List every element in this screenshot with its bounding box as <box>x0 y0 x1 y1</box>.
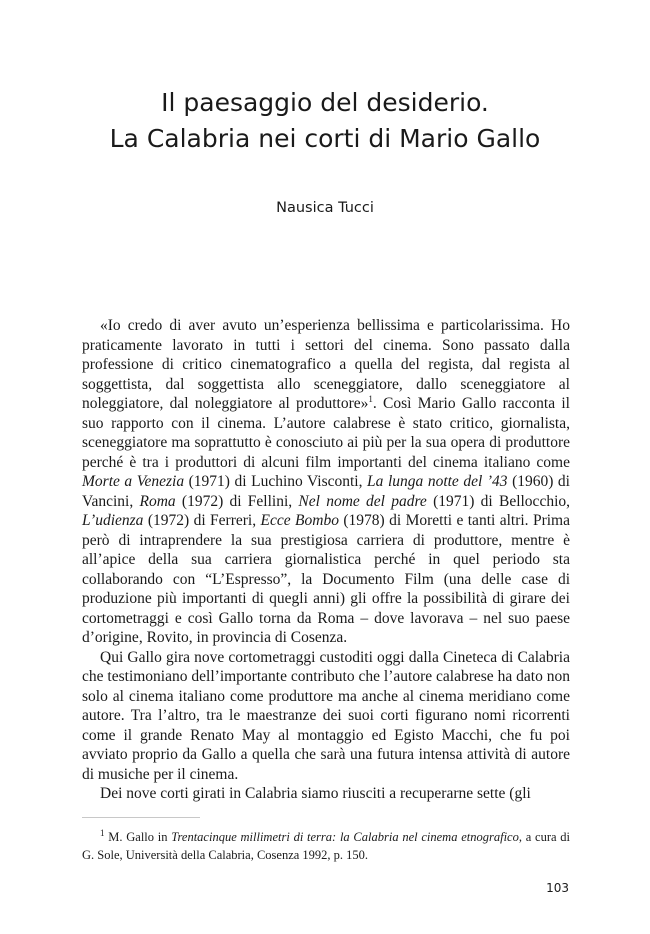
p1-text-2: . Così Mario Gallo racconta il suo rapporto con il cinema. L’autore calabrese è stato critico, giornalista, sceneggiatore ma soprattutto è conosciuto ai più per la sua opera di produttore perché è tra i produttori di alcuni film importanti del cinema italiano come <box>82 395 570 471</box>
p1-text-3: (1971) di Luchino Visconti, <box>184 473 368 490</box>
article-title-line-1: Il paesaggio del desiderio. <box>161 88 489 117</box>
footnote-reference: 1 <box>368 393 373 404</box>
film-title: Nel nome del padre <box>298 492 427 510</box>
footnote-number: 1 <box>100 827 105 838</box>
footnote-book-title: Trentacinque millimetri di terra: la Calabria nel cinema etnografico <box>171 830 519 844</box>
film-title: Ecce Bombo <box>260 512 339 529</box>
film-title: L’udienza <box>82 512 144 529</box>
p1-text-7: (1972) di Ferreri, <box>143 512 261 529</box>
p1-text-4: (1960) di Vancini, <box>82 473 570 510</box>
body-paragraph-1 <box>82 316 570 648</box>
footnote-text-1: M. Gallo in <box>104 830 172 844</box>
body-paragraph-3: Dei nove corti girati in Calabria siamo riusciti a recuperarne sette (gli <box>100 785 531 802</box>
footnote-1 <box>82 828 570 864</box>
film-title: La lunga notte del ’43 <box>367 473 508 490</box>
p1-text-8: (1978) di Moretti e tanti altri. Prima però di intraprendere la sua prestigiosa carriera di produttore, mentre è all’apice della sua carriera giornalistica perché in quel periodo sta collaborando con “L’Espresso”, la Documento Film (una delle case di produzione più importanti di quegli anni) gli offre la possibilità di girare dei cortometraggi e così Gallo torna da Roma – dove lavorava – nel suo paese d’origine, Rovito, in provincia di Cosenza. <box>82 512 570 646</box>
author-name: Nausica Tucci <box>276 200 374 216</box>
article-body <box>82 316 570 804</box>
page-number: 103 <box>546 881 569 895</box>
p1-text-1: «Io credo di aver avuto un’esperienza bellissima e particolarissima. Ho praticamente lavorato in tutti i settori del cinema. Sono passato dalla professione di critico cinematografico a quella del regista, dal regista al soggettista, dal soggettista allo sceneggiatore, dallo sceneggiatore al noleggiatore, dal noleggiatore al produttore» <box>82 317 570 412</box>
body-paragraph-2: Qui Gallo gira nove cortometraggi custoditi oggi dalla Cineteca di Calabria che testimoniano dell’importante contributo che l’autore calabrese ha dato non solo al cinema italiano come produttore ma anche al cinema meridiano come autore. Tra l’altro, tra le maestranze dei suoi corti figurano nomi ricorrenti come il grande Renato May al montaggio ed Egisto Macchi, che fu poi avviato proprio da Gallo a quella che sarà una futura intensa attività di autore di musiche per il cinema. <box>82 648 570 783</box>
footnote <box>82 828 570 864</box>
p1-text-6: (1971) di Bellocchio, <box>426 492 571 510</box>
article-title-line-2: La Calabria nei corti di Mario Gallo <box>109 124 541 153</box>
footnote-text-2: , a cura di G. Sole, Università della Calabria, Cosenza 1992, p. 150. <box>82 830 571 862</box>
footnote-divider <box>82 817 200 818</box>
film-title: Morte a Venezia <box>82 473 185 490</box>
film-title: Roma <box>139 492 176 510</box>
p1-text-5: (1972) di Fellini, <box>175 492 299 510</box>
